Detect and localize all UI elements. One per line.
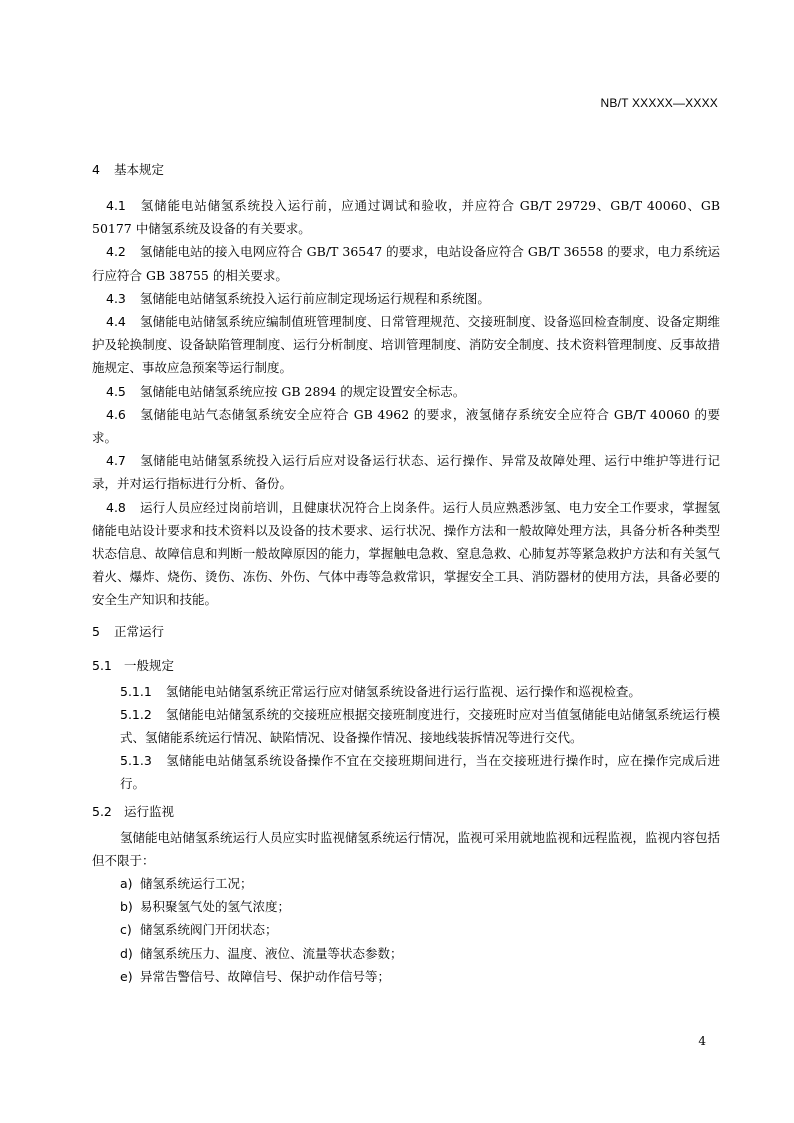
subsection-number: 5.2 bbox=[92, 803, 112, 819]
page-content bbox=[92, 160, 720, 988]
clause-text: 氢储能电站储氢系统投入运行前，应通过调试和验收，并应符合 GB/T 29729、GB/T 40060、GB 50177 中储氢系统及设备的有关要求。 bbox=[92, 198, 720, 237]
document-code: NB/T XXXXX—XXXX bbox=[600, 96, 718, 110]
subsection-title: 一般规定 bbox=[124, 657, 175, 673]
section-heading-5 bbox=[92, 622, 720, 642]
clause-5-1-2 bbox=[92, 703, 720, 749]
list-text: 储氢系统压力、温度、液位、流量等状态参数； bbox=[140, 945, 403, 961]
list-item bbox=[92, 895, 720, 918]
clause-text: 氢储能电站储氢系统的交接班应根据交接班制度进行，交接班时应对当值氢储能电站储氢系统运行模式、氢储能系统运行情况、缺陷情况、设备操作情况、接地线装拆情况等进行交代。 bbox=[120, 706, 720, 746]
clause-5-1-3 bbox=[92, 749, 720, 795]
monitoring-list bbox=[92, 872, 720, 988]
clause-text: 氢储能电站储氢系统正常运行应对储氢系统设备进行运行监视、运行操作和巡视检查。 bbox=[165, 683, 641, 699]
list-text: 异常告警信号、故障信号、保护动作信号等； bbox=[140, 968, 391, 984]
clause-4-1 bbox=[92, 194, 720, 240]
subsection-number: 5.1 bbox=[92, 657, 112, 673]
clause-text: 氢储能电站储氢系统投入运行前应制定现场运行规程和系统图。 bbox=[139, 290, 490, 306]
list-text: 储氢系统阀门开闭状态； bbox=[140, 922, 278, 938]
section-title: 正常运行 bbox=[114, 623, 165, 639]
subsection-heading-5-2 bbox=[92, 802, 720, 822]
subsection-heading-5-1 bbox=[92, 656, 720, 676]
clause-number: 4.6 bbox=[106, 406, 126, 422]
section-number: 4 bbox=[92, 162, 100, 177]
clause-4-5 bbox=[92, 380, 720, 403]
clause-number: 4.5 bbox=[106, 383, 126, 399]
clause-number: 4.4 bbox=[106, 314, 126, 330]
list-item bbox=[92, 872, 720, 895]
clause-text: 氢储能电站气态储氢系统安全应符合 GB 4962 的要求，液氢储存系统安全应符合 GB/T 40060 的要求。 bbox=[92, 406, 720, 446]
list-marker: e) bbox=[120, 968, 133, 984]
clause-number: 4.7 bbox=[106, 453, 126, 469]
clause-4-2 bbox=[92, 240, 720, 286]
clause-4-6 bbox=[92, 403, 720, 449]
list-marker: a) bbox=[120, 876, 133, 892]
clause-5-1-1 bbox=[92, 680, 720, 703]
clause-text: 氢储能电站储氢系统设备操作不宜在交接班期间进行，当在交接班进行操作时，应在操作完成后进行。 bbox=[120, 753, 720, 792]
clause-text: 氢储能电站储氢系统应编制值班管理制度、日常管理规范、交接班制度、设备巡回检查制度、设备定期维护及轮换制度、设备缺陷管理制度、运行分析制度、培训管理制度、消防安全制度、技术资料管理制度、反事故措施规定、事故应急预案等运行制度。 bbox=[92, 314, 720, 376]
clause-4-8 bbox=[92, 496, 720, 612]
subsection-title: 运行监视 bbox=[124, 803, 175, 819]
clause-text: 氢储能电站储氢系统投入运行后应对设备运行状态、运行操作、异常及故障处理、运行中维护等进行记录，并对运行指标进行分析、备份。 bbox=[92, 453, 720, 492]
monitoring-intro: 氢储能电站储氢系统运行人员应实时监视储氢系统运行情况，监视可采用就地监视和远程监视，监视内容包括但不限于： bbox=[92, 829, 721, 868]
section-title: 基本规定 bbox=[114, 162, 165, 177]
list-item bbox=[92, 918, 720, 941]
clause-4-7 bbox=[92, 449, 720, 495]
clause-text: 氢储能电站储氢系统应按 GB 2894 的规定设置安全标志。 bbox=[139, 383, 466, 399]
list-marker: b) bbox=[120, 899, 133, 915]
clause-number: 4.8 bbox=[106, 499, 126, 515]
clause-number: 5.1.3 bbox=[120, 753, 152, 769]
list-item bbox=[92, 965, 720, 988]
clause-number: 4.1 bbox=[106, 198, 126, 213]
list-marker: c) bbox=[120, 922, 132, 938]
section-number: 5 bbox=[92, 623, 100, 639]
clause-text: 运行人员应经过岗前培训，且健康状况符合上岗条件。运行人员应熟悉涉氢、电力安全工作要求，掌握氢储能电站设计要求和技术资料以及设备的技术要求、运行状况、操作方法和一般故障处理方法，具备分析各种类型状态信息、故障信息和判断一般故障原因的能力，掌握触电急救、窒息急救、心肺复苏等紧急救护方法和有关氢气着火、爆炸、烧伤、烫伤、冻伤、外伤、气体中毒等急救常识，掌握安全工具、消防器材的使用方法，具备必要的安全生产知识和技能。 bbox=[92, 499, 720, 608]
clause-number: 4.2 bbox=[106, 244, 126, 260]
list-text: 储氢系统运行工况； bbox=[140, 876, 253, 892]
clause-number: 5.1.1 bbox=[120, 683, 152, 699]
clause-number: 5.1.2 bbox=[120, 706, 152, 722]
list-text: 易积聚氢气处的氢气浓度； bbox=[140, 899, 291, 915]
clause-text: 氢储能电站的接入电网应符合 GB/T 36547 的要求，电站设备应符合 GB/T 36558 的要求，电力系统运行应符合 GB 38755 的相关要求。 bbox=[92, 244, 720, 283]
clause-number: 4.3 bbox=[106, 290, 126, 306]
list-marker: d) bbox=[120, 945, 133, 961]
clause-4-4 bbox=[92, 310, 720, 380]
page-number: 4 bbox=[698, 1034, 706, 1048]
section-heading-4 bbox=[92, 160, 720, 180]
list-item bbox=[92, 942, 720, 965]
clause-4-3 bbox=[92, 287, 720, 310]
